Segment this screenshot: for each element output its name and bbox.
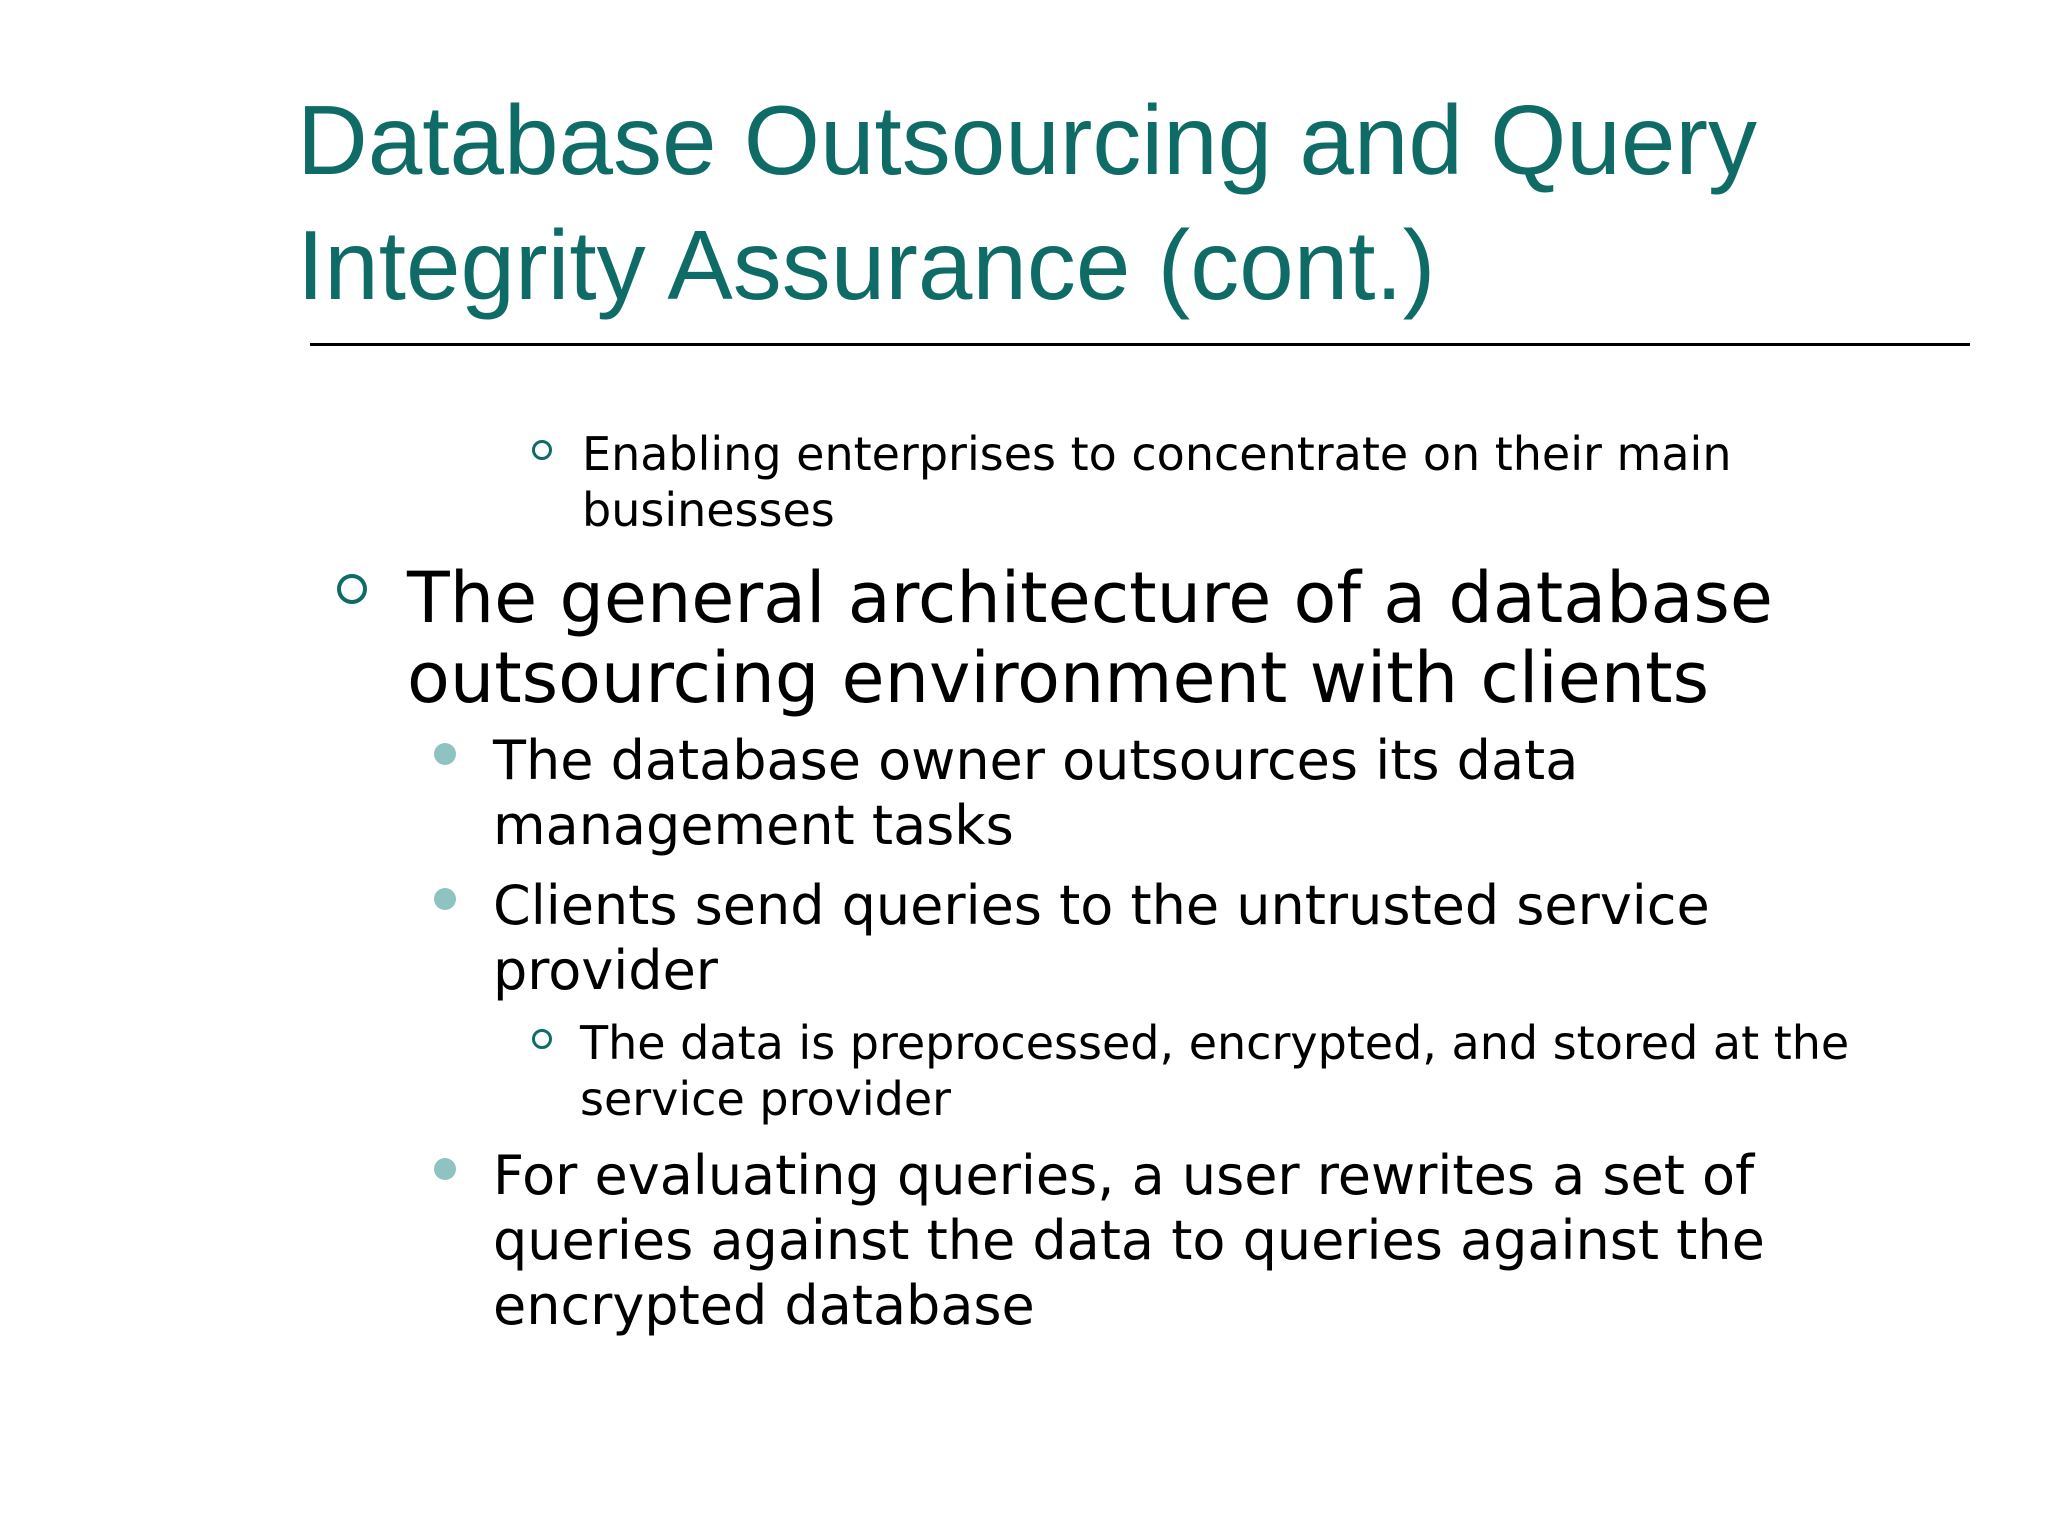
bullet-text-line: Enabling enterprises to concentrate on their main [582, 427, 1732, 481]
title-divider [310, 343, 1970, 346]
bullet-text-line: The general architecture of a database [407, 557, 1773, 639]
slide-title [297, 78, 1997, 328]
hollow-circle-bullet-icon [532, 440, 552, 460]
bullet-item [493, 1143, 1765, 1338]
bullet-text-line: management tasks [493, 794, 1014, 857]
bullet-text-line: The data is preprocessed, encrypted, and stored at the [580, 1016, 1850, 1070]
filled-dot-bullet-icon [434, 888, 456, 910]
slide-title-line-1: Database Outsourcing and Query [297, 85, 1757, 195]
bullet-text-line: outsourcing environment with clients [407, 637, 1710, 719]
bullet-item [580, 1015, 1849, 1127]
filled-dot-bullet-icon [434, 743, 456, 765]
bullet-text-line: The database owner outsources its data [493, 729, 1579, 792]
bullet-text-line: queries against the data to queries against the [493, 1209, 1765, 1272]
bullet-text-line: For evaluating queries, a user rewrites a set of [493, 1144, 1755, 1207]
bullet-item [493, 873, 1710, 1003]
hollow-circle-bullet-icon [337, 574, 367, 604]
bullet-text-line: provider [493, 939, 718, 1002]
filled-dot-bullet-icon [434, 1158, 456, 1180]
bullet-item [582, 426, 1731, 538]
slide-title-line-2: Integrity Assurance (cont.) [297, 210, 1436, 320]
hollow-circle-bullet-icon [532, 1029, 552, 1049]
bullet-text-line: service provider [580, 1072, 952, 1126]
bullet-text-line: businesses [582, 483, 835, 537]
bullet-item [493, 728, 1578, 858]
bullet-text-line: encrypted database [493, 1274, 1035, 1337]
bullet-item [407, 558, 1773, 718]
bullet-text-line: Clients send queries to the untrusted service [493, 874, 1710, 937]
